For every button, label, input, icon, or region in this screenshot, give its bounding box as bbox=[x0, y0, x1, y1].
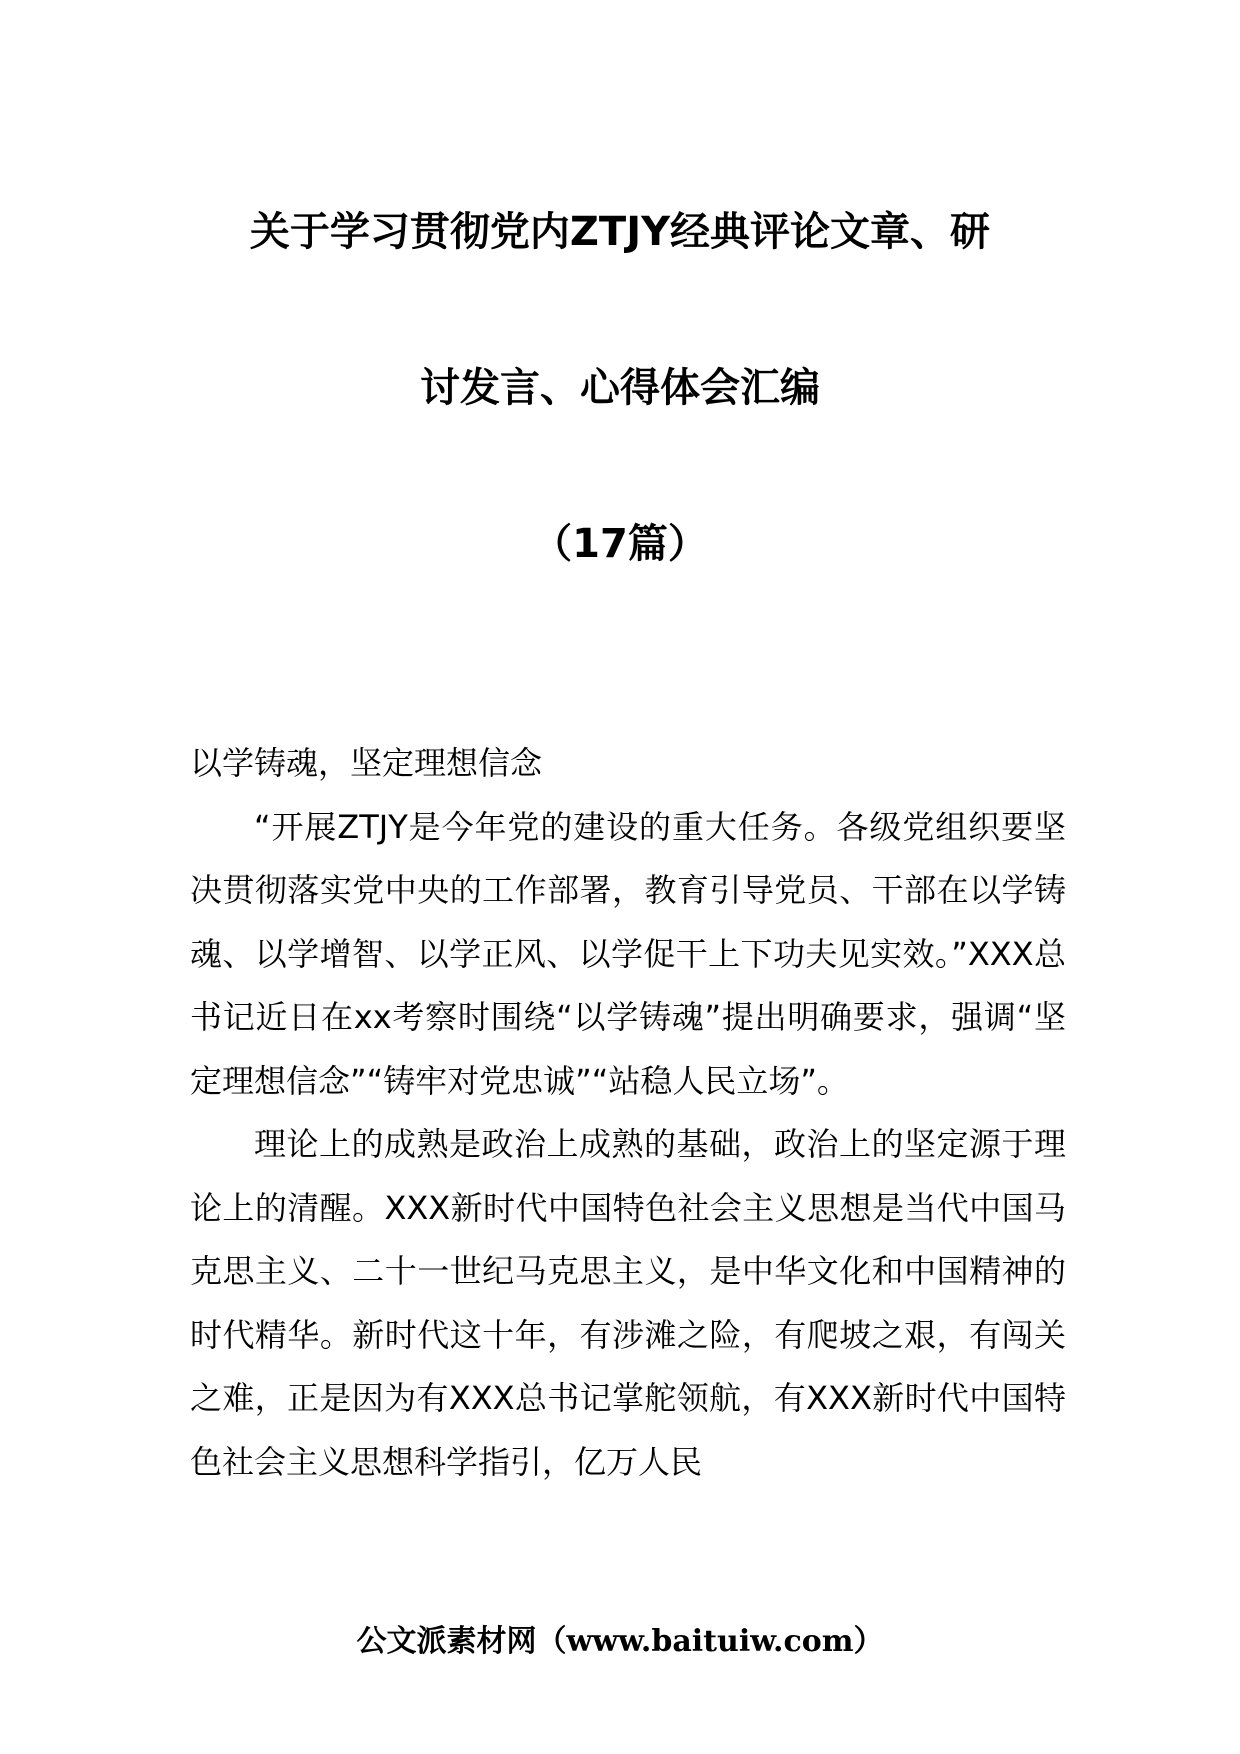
section-heading: 以学铸魂，坚定理想信念 bbox=[190, 744, 543, 782]
title-count: （17篇） bbox=[532, 521, 708, 567]
title-line-2: 讨发言、心得体会汇编 bbox=[420, 365, 820, 411]
title-line-1: 关于学习贯彻党内ZTJY经典评论文章、研 bbox=[249, 209, 991, 255]
body-paragraph-1: “开展ZTJY是今年党的建设的重大任务。各级党组织要坚决贯彻落实党中央的工作部署，教育引导党员、干部在以学铸魂、以学增智、以学正风、以学促干上下功夫见实效。”XXX总书记近日在xx考察时围绕“以学铸魂”提出明确要求，强调“坚定理想信念”“铸牢对党忠诚”“站稳人民立场”。 bbox=[190, 807, 1066, 1100]
document-body bbox=[190, 732, 1066, 1494]
footer-watermark: 公文派素材网（www.baituiw.com） bbox=[356, 1624, 884, 1659]
body-paragraph-2: 理论上的成熟是政治上成熟的基础，政治上的坚定源于理论上的清醒。XXX新时代中国特色社会主义思想是当代中国马克思主义、二十一世纪马克思主义，是中华文化和中国精神的时代精华。新时代这十年，有涉滩之险，有爬坡之艰，有闯关之难，正是因为有XXX总书记掌舵领航，有XXX新时代中国特色社会主义思想科学指引，亿万人民 bbox=[190, 1125, 1066, 1481]
